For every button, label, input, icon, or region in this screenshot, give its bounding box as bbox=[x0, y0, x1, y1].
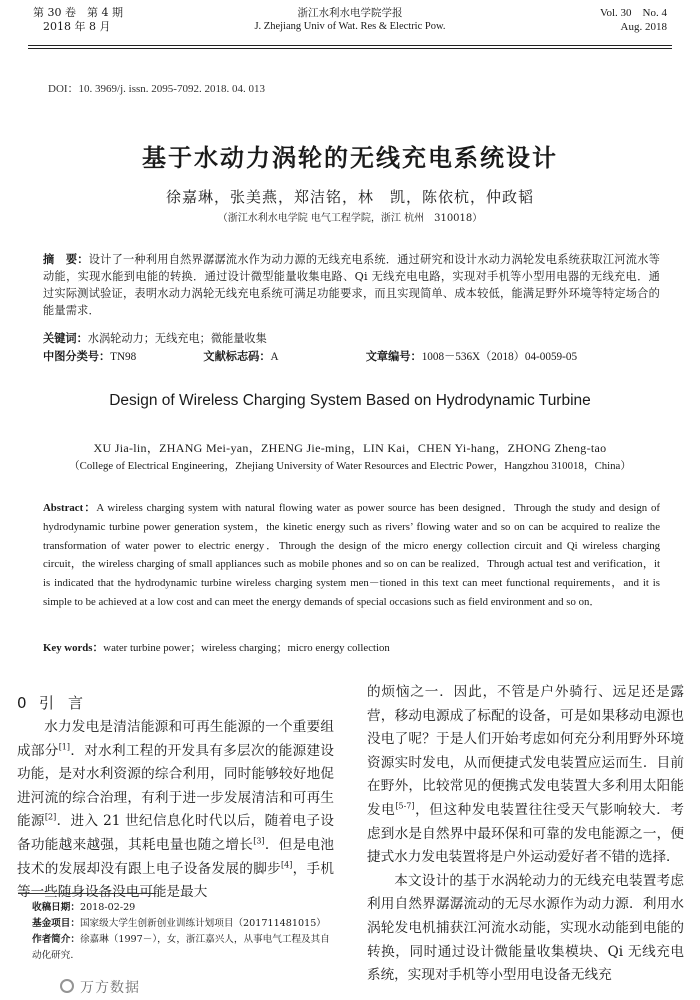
intro-text: 水力发电是清洁能源和可再生能源的一个重要组成部分 bbox=[17, 719, 334, 759]
abstract-cn-text: 设计了一种利用自然界潺潺流水作为动力源的无线充电系统．通过研究和设计水动力涡轮发电系统获取江河流水等动能，实现水能到电能的转换．通过设计微型能量收集电路、Qi 无线充电电路，实现对手机等小型用电器的无线充电．通过实际测试验证，表明水动力涡轮无线充电系统可满足功能要求，而且实现简单、成本较低，能满足野外环境等特定场合的能量需求． bbox=[43, 253, 660, 317]
article-no-value: 1008－536X（2018）04-0059-05 bbox=[421, 351, 578, 363]
date-cn: 2018 年 8 月 bbox=[43, 20, 111, 33]
journal-name-en: J. Zhejiang Univ of Wat. Res & Electric Pow. bbox=[254, 21, 446, 32]
abstract-cn bbox=[43, 251, 660, 319]
classification-row bbox=[43, 348, 660, 366]
intro-text: ．进入 21 世纪信息化时代以后，随着电子设备功能越来越强，其耗电量也随之增长 bbox=[17, 813, 334, 853]
abstract-en bbox=[43, 499, 660, 612]
citation[interactable]: [3] bbox=[253, 836, 265, 846]
section-number: 0 bbox=[17, 694, 27, 712]
authors-en: XU Jia-lin，ZHANG Mei-yan，ZHENG Jie-ming，LIN Kai，CHEN Yi-hang，ZHONG Zheng-tao bbox=[93, 441, 607, 455]
abstract-cn-label: 摘 要： bbox=[43, 252, 89, 266]
section-heading bbox=[17, 690, 334, 716]
citation[interactable]: [4] bbox=[280, 860, 293, 870]
date-en: Aug. 2018 bbox=[620, 21, 667, 33]
clc-label: 中图分类号： bbox=[43, 349, 111, 363]
abstract-en-text: A wireless charging system with natural flowing water as power source has been designed．Through the study and design of hydrodynamic turbine power generation system，the kinetic energy such as rivers’ flowing water and so on can be acquired to realize the transformation of water power to electric energy．Through the design of the micro energy collection circuit and Qi wireless charging circuit，the wireless charging of small appliances such as mobile phones and so on can be realized．Through actual test and verification，it is indicated that the hydrodynamic turbine wireless charging system men－tioned in this text can meet functional requirements，and it is simple to be achieved at a low cost and can meet the energy demands of special occasions such as field environment and so on． bbox=[43, 502, 660, 608]
keywords-cn-text: 水涡轮动力；无线充电；微能量收集 bbox=[87, 332, 267, 345]
affiliation-en: （College of Electrical Engineering，Zhejiang University of Water Resources and Electric Power，Hangzhou 310018，China） bbox=[68, 460, 632, 472]
section-title: 引言 bbox=[39, 694, 98, 712]
intro-text: ，手机等一些随身设备没电可能是最大 bbox=[17, 860, 335, 901]
intro-text: ．但是电池技术的发展却没有跟上电子设备发展的脚步 bbox=[17, 836, 335, 877]
header-issue-en bbox=[520, 6, 667, 34]
watermark-logo-icon bbox=[60, 979, 74, 993]
author-bio-text: 徐嘉琳（1997－），女，浙江嘉兴人，从事电气工程及其自动化研究． bbox=[32, 934, 330, 961]
header-rule-top bbox=[28, 45, 672, 46]
article-no-label: 文章编号： bbox=[365, 349, 422, 363]
intro-paragraph-1 bbox=[17, 716, 334, 905]
intro-text: ，但这种发电装置往往受天气影响较大．考虑到水是自然界中最环保和可靠的发电能源之一，便捷式水力发电装置将是户外运动爱好者不错的选择． bbox=[367, 801, 685, 866]
body-left-column bbox=[17, 690, 334, 905]
intro-paragraph-1-cont bbox=[367, 681, 684, 870]
intro-text: ．对水利工程的开发具有多层次的能源建设功能，是对水利资源的综合利用，同时能够较好地促进河流的综合治理，有利于进一步发展清洁和可再生能源 bbox=[17, 742, 335, 830]
volume-en: Vol. 30 No. 4 bbox=[599, 7, 667, 19]
header-rule-bottom bbox=[28, 48, 672, 49]
doc-code-label: 文献标志码： bbox=[203, 349, 271, 363]
affiliation-cn: （浙江水利水电学院 电气工程学院，浙江 杭州 310018） bbox=[217, 213, 483, 224]
fund-label: 基金项目： bbox=[32, 918, 80, 929]
citation[interactable]: [2] bbox=[44, 812, 57, 822]
keywords-en bbox=[43, 640, 660, 657]
header-journal bbox=[200, 6, 500, 34]
keywords-en-label: Key words： bbox=[43, 642, 104, 654]
keywords-cn bbox=[43, 330, 660, 347]
citation[interactable]: [5-7] bbox=[395, 801, 415, 811]
journal-name-cn: 浙江水利水电学院学报 bbox=[297, 7, 403, 19]
paper-title-cn: 基于水动力涡轮的无线充电系统设计 bbox=[142, 144, 558, 172]
paper-title-en: Design of Wireless Charging System Based on Hydrodynamic Turbine bbox=[109, 392, 591, 409]
received-date: 2018-02-29 bbox=[79, 902, 136, 913]
fund-text: 国家级大学生创新创业训练计划项目（201711481015） bbox=[79, 918, 326, 929]
volume-cn: 第 30 卷 第 4 期 bbox=[33, 6, 123, 19]
authors-cn: 徐嘉琳，张美燕，郑洁铭，林 凯，陈依杭，仲政韬 bbox=[165, 188, 534, 206]
body-right-column bbox=[367, 681, 684, 988]
received-label: 收稿日期： bbox=[32, 902, 80, 913]
abstract-en-label: Abstract： bbox=[43, 502, 97, 514]
footnote-rule bbox=[18, 893, 156, 894]
author-bio-label: 作者简介： bbox=[32, 934, 80, 945]
intro-text: 的烦恼之一．因此，不管是户外骑行、远足还是露营，移动电源成了标配的设备，可是如果移动电源也没电了呢？于是人们开始考虑如何充分利用野外环境资源实时发电，从而便捷式发电装置应运而生．目前在野外，比较常见的便携式发电装置大多利用太阳能发电 bbox=[367, 684, 684, 818]
doi[interactable]: DOI：10. 3969/j. issn. 2095-7092. 2018. 04. 013 bbox=[48, 83, 265, 95]
keywords-cn-label: 关键词： bbox=[43, 331, 88, 345]
header-issue-cn bbox=[33, 6, 193, 34]
citation[interactable]: [1] bbox=[58, 742, 71, 752]
intro-paragraph-2: 本文设计的基于水涡轮动力的无线充电装置考虑利用自然界潺潺流动的无尽水源作为动力源．利用水涡轮发电机捕获江河流水动能，实现水动能到电能的转换，同时通过设计微能量收集模块、Qi 无线充电系统，实现对手机等小型用电设备无线充 bbox=[367, 872, 684, 984]
keywords-en-text: water turbine power；wireless charging；micro energy collection bbox=[103, 642, 390, 654]
clc-value: TN98 bbox=[110, 351, 137, 363]
footnote bbox=[18, 900, 335, 964]
doc-code-value: A bbox=[270, 351, 279, 363]
watermark: 万方数据 bbox=[80, 980, 140, 996]
